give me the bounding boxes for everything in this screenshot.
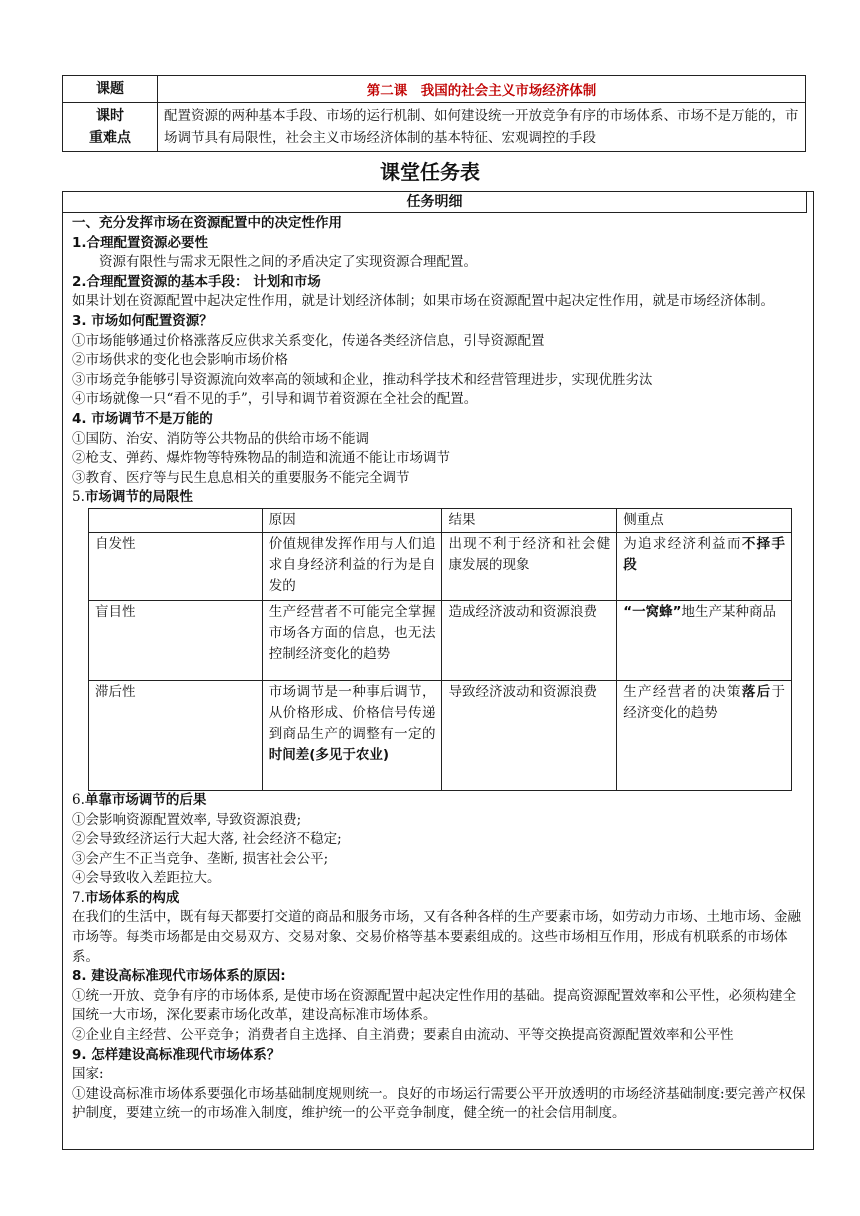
section-1-5-title <box>72 488 806 508</box>
list-item: ①建设高标准市场体系要强化市场基础制度规则统一。良好的市场运行需要公平开放透明的市场经济基础制度:要完善产权保护制度，要建立统一的市场准入制度，维护统一的公平竞争制度，健全统一的社会信用制度。 <box>72 1085 806 1122</box>
section-number: 6. <box>72 791 85 808</box>
focus-cell <box>617 680 792 790</box>
page-title: 课堂任务表 <box>380 160 480 184</box>
section-1-9-title: 9. 怎样建设高标准现代市场体系？ <box>72 1046 281 1063</box>
reason-text: 市场调节是一种事后调节，从价格形成、价格信号传递到商品生产的调整有一定的 <box>268 683 436 742</box>
result-cell: 导致经济波动和资源浪费 <box>442 680 617 790</box>
section-1-2-title: 2.合理配置资源的基本手段： 计划和市场 <box>72 273 321 290</box>
list-item: ②枪支、弹药、爆炸物等特殊物品的制造和流通不能让市场调节 <box>72 450 450 467</box>
topic-label: 课题 <box>63 76 158 103</box>
section-1-9-sub: 国家: <box>72 1066 104 1083</box>
reason-cell: 价值规律发挥作用与人们追求自身经济利益的行为是自发的 <box>262 532 442 600</box>
reason-cell <box>262 680 442 790</box>
section-title-text: 市场调节的局限性 <box>84 489 193 506</box>
focus-text: 地生产某种商品 <box>681 603 776 620</box>
lesson-title: 第二课 我国的社会主义市场经济体制 <box>158 76 806 103</box>
row-name-cell: 自发性 <box>89 532 263 600</box>
task-header: 任务明细 <box>63 192 807 213</box>
focus-emphasis: 落后 <box>741 683 772 700</box>
list-item: ①市场能够通过价格涨落反应供求关系变化，传递各类经济信息，引导资源配置 <box>72 332 545 349</box>
section-1-1-body: 资源有限性与需求无限性之间的矛盾决定了实现资源合理配置。 <box>99 254 477 271</box>
focus-cell <box>617 532 792 600</box>
task-content <box>72 214 806 1124</box>
focus-text: 生产经营者的决策 <box>623 683 742 700</box>
list-item: ②市场供求的变化也会影响市场价格 <box>72 352 288 369</box>
table-header-cell: 侧重点 <box>617 508 792 532</box>
table-header-cell: 结果 <box>442 508 617 532</box>
list-item: ③教育、医疗等与民生息息相关的重要服务不能完全调节 <box>72 469 410 486</box>
list-item: ①统一开放、竞争有序的市场体系, 是使市场在资源配置中起决定性作用的基础。提高资源配置效率和公平性，必须构建全国统一大市场，深化要素市场化改革，建设高标准市场体系。 <box>72 987 797 1024</box>
task-box <box>62 191 814 1150</box>
row-name-cell: 滞后性 <box>89 680 263 790</box>
section-1-2-body: 如果计划在资源配置中起决定性作用，就是计划经济体制；如果市场在资源配置中起决定性作用，就是市场经济体制。 <box>72 293 774 310</box>
lesson-header-table <box>62 75 806 152</box>
list-item: ①会影响资源配置效率, 导致资源浪费; <box>72 811 302 828</box>
list-item: ④市场就像一只“看不见的手”，引导和调节着资源在全社会的配置。 <box>72 391 478 408</box>
section-1-7-title <box>72 889 806 909</box>
focus-cell <box>617 600 792 680</box>
keypoints-label <box>63 103 158 152</box>
keypoints-label-line1: 课时 <box>96 108 124 124</box>
row-name-cell: 盲目性 <box>89 600 263 680</box>
table-row <box>89 680 792 790</box>
table-row <box>89 600 792 680</box>
section-1-7-body: 在我们的生活中，既有每天都要打交道的商品和服务市场，又有各种各样的生产要素市场，如劳动力市场、土地市场、金融市场等。每类市场都是由交易双方、交易对象、交易价格等基本要素组成的。这些市场相互作用，形成有机联系的市场体系。 <box>72 909 801 965</box>
section-number: 5. <box>72 489 85 506</box>
list-item: ③会产生不正当竞争、垄断, 损害社会公平; <box>72 850 329 867</box>
section-1-6-title <box>72 791 806 811</box>
focus-emphasis: “一窝蜂” <box>623 603 682 620</box>
focus-text: 于经济变化的趋势 <box>623 683 785 721</box>
list-item: ②会导致经济运行大起大落, 社会经济不稳定; <box>72 831 342 848</box>
list-item: ②企业自主经营、公平竞争；消费者自主选择、自主消费；要素自由流动、平等交换提高资源配置效率和公平性 <box>72 1027 734 1044</box>
section-1-title: 一、充分发挥市场在资源配置中的决定性作用 <box>72 215 342 231</box>
list-item: ①国防、治安、消防等公共物品的供给市场不能调 <box>72 430 369 447</box>
table-header-cell <box>89 508 263 532</box>
table-header-row <box>89 508 792 532</box>
table-row <box>89 532 792 600</box>
section-title-text: 单靠市场调节的后果 <box>84 791 207 808</box>
keypoints-label-line2: 重难点 <box>89 130 131 146</box>
reason-cell: 生产经营者不可能完全掌握市场各方面的信息，也无法控制经济变化的趋势 <box>262 600 442 680</box>
table-header-cell: 原因 <box>262 508 442 532</box>
list-item: ④会导致收入差距拉大。 <box>72 870 221 887</box>
reason-emphasis: 时间差(多见于农业) <box>268 746 390 763</box>
focus-emphasis: 不择手段 <box>623 535 785 573</box>
section-1-1-title: 1.合理配置资源必要性 <box>72 234 209 251</box>
result-cell: 出现不利于经济和社会健康发展的现象 <box>442 532 617 600</box>
section-1-8-title: 8. 建设高标准现代市场体系的原因: <box>72 968 286 985</box>
list-item: ③市场竞争能够引导资源流向效率高的领域和企业，推动科学技术和经营管理进步，实现优胜劣汰 <box>72 371 653 388</box>
market-limits-table <box>88 508 792 791</box>
result-cell: 造成经济波动和资源浪费 <box>442 600 617 680</box>
focus-text: 为追求经济利益而 <box>623 535 742 552</box>
keypoints-value: 配置资源的两种基本手段、市场的运行机制、如何建设统一开放竞争有序的市场体系、市场不是万能的，市场调节具有局限性，社会主义市场经济体制的基本特征、宏观调控的手段 <box>158 103 806 152</box>
section-1-3-title: 3. 市场如何配置资源？ <box>72 312 213 329</box>
section-title-text: 市场体系的构成 <box>84 889 180 906</box>
section-number: 7. <box>72 889 85 906</box>
section-1-4-title: 4. 市场调节不是万能的 <box>72 410 213 427</box>
